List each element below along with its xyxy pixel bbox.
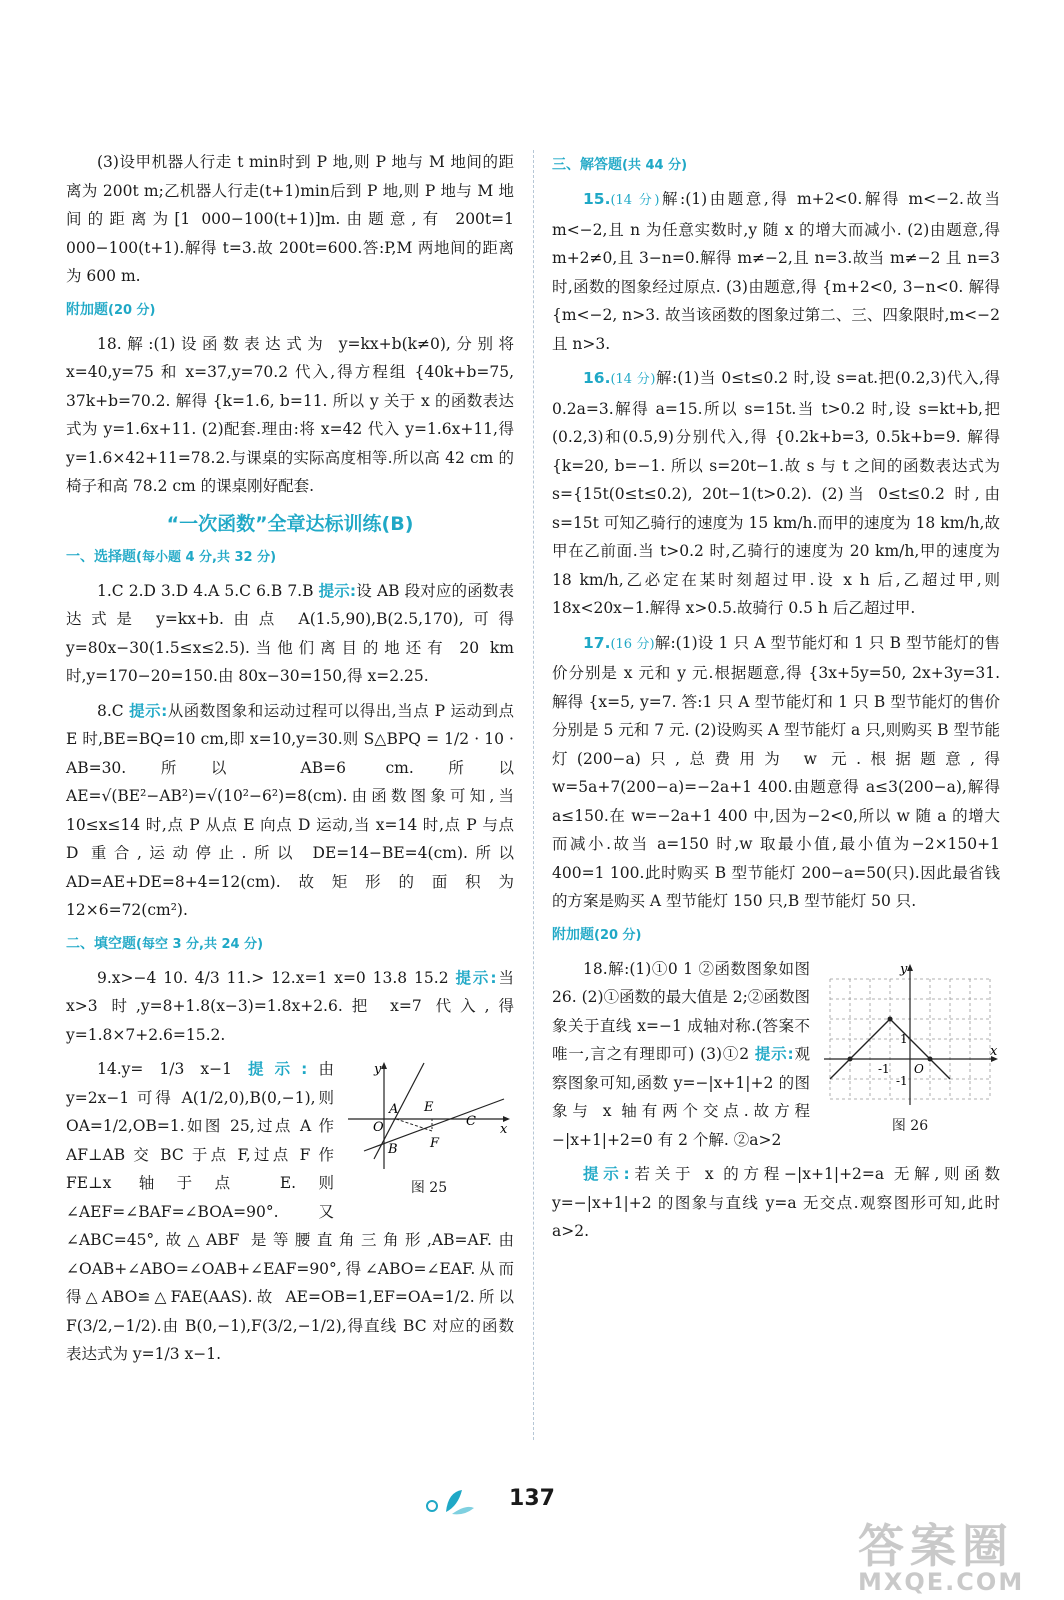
- extra-heading-left: [66, 297, 514, 324]
- section3-heading: [552, 152, 1000, 179]
- fill-answers: [66, 964, 514, 1050]
- figure-26-caption: 图 26: [891, 1117, 929, 1134]
- fig26-one-label: 1: [900, 1031, 908, 1046]
- section1-label: 一、选择题: [66, 548, 136, 565]
- fig25-y-label: y: [374, 1062, 382, 1077]
- hint-label: 提示:: [583, 1165, 630, 1183]
- q17-number: 17.: [583, 633, 611, 652]
- q17-text: 解:(1)设 1 只 A 型节能灯和 1 只 B 型节能灯的售价分别是 x 元和 y 元.根据题意,得 {3x+5y=50, 2x+3y=31. 解得 {x=5, y=7. 答:1 只 A 型节能灯和 1 只 B 型节能灯的售价分别是 5 元和 7 元. (2)设购买 A 型节能灯 a 只,则购买 B 型节能灯(200−a)只,总费用为 w 元.根据题意,得 w=5a+7(200−a)=−2a+1 400.由题意得 a≤3(200−a),解得 a≤150.在 w=−2a+1 400 中,因为−2<0,所以 w 随 a 的增大而减小.故当 a=150 时,w 取最小值,最小值为−2×150+1 400=1 100.此时购买 B 型节能灯 200−a=50(只).因此最省钱的方案是购买 A 型节能灯 150 只,B 型节能灯 50 只.: [552, 633, 1000, 910]
- section2-heading: [66, 931, 514, 958]
- fig25-A-label: A: [389, 1102, 399, 1117]
- fill-list: 9.x>−4 10. 4/3 11.> 12.x=1 x=0 13.8 15.2: [97, 968, 449, 987]
- q16-answer: [552, 364, 1000, 623]
- hint-label: 提示:: [129, 701, 168, 720]
- section1-heading: [66, 544, 514, 571]
- page-number: 137: [509, 1486, 555, 1511]
- q18-text: 18.解:(1)①0 1 ②函数图象如图 26. (2)①函数的最大值是 2;②函数图象关于直线 x=−1 成轴对称.(答案不唯一,言之有理即可) (3)①2: [552, 959, 810, 1063]
- q13-hint: 当 x>3 时,y=8+1.8(x−3)=1.8x+2.6.把 x=7 代入,得 y=1.8×7+2.6=15.2.: [66, 968, 514, 1044]
- hint-label: 提示:: [318, 581, 357, 600]
- fig26-neg1-y-label: -1: [896, 1073, 908, 1088]
- q14-result: 14.y= 1/3 x−1: [97, 1060, 232, 1078]
- fig25-F-label: F: [430, 1136, 440, 1151]
- q15-answer: [552, 185, 1000, 358]
- figure-25: [344, 1059, 514, 1197]
- figure-26-graph: [820, 959, 1000, 1109]
- fig26-neg1-label: -1: [878, 1061, 890, 1076]
- watermark: [858, 1510, 1024, 1596]
- chapter-title: “一次函数”全章达标训练(B): [166, 512, 414, 535]
- left-column: [66, 148, 514, 1375]
- extra-label: 附加题: [66, 301, 108, 318]
- q18-hint-2: [552, 1160, 1000, 1246]
- section3-points: (共 44 分): [622, 158, 688, 173]
- hint-label: 提示:: [248, 1060, 308, 1078]
- q15-text: 解:(1)由题意,得 m+2<0.解得 m<−2.故当 m<−2,且 n 为任意实数时,y 随 x 的增大而减小. (2)由题意,得 m+2≠0,且 3−n=0.解得 m≠−2,且 n=3.故当 m≠−2 且 n=3 时,函数的图象经过原点. (3)由题意,得 {m+2<0, 3−n<0. 解得 {m<−2, n>3. 故当该函数的图象过第二、三、四象限时,m<−2 且 n>3.: [552, 190, 1000, 353]
- q14-hint: 由 y=2x−1 可得 A(1/2,0),B(0,−1),则 OA=1/2,OB=1.如图 25,过点 A 作 AF⊥AB 交 BC 于点 F,过点 F 作 FE⊥x 轴于点 E.则∠AEF=∠BAF=∠BOA=90°.又∠ABC=45°,故△ABF 是等腰直角三角形,AB=AF.由∠OAB+∠ABO=∠OAB+∠EAF=90°,得∠ABO=∠EAF.从而得△ABO≌△FAE(AAS).故 AE=OB=1,EF=OA=1/2.所以 F(3/2,−1/2).由 B(0,−1),F(3/2,−1/2),得直线 BC 对应的函数表达式为 y=1/3 x−1.: [66, 1060, 514, 1363]
- figure-25-graph: [344, 1059, 514, 1171]
- q8-choice: 8.C: [97, 701, 124, 720]
- fig25-x-label: x: [500, 1122, 508, 1137]
- q16-text: 解:(1)当 0≤t≤0.2 时,设 s=at.把(0.2,3)代入,得 0.2a=3.解得 a=15.所以 s=15t.当 t>0.2 时,设 s=kt+b,把(0.2,3)和(0.5,9)分别代入,得 {0.2k+b=3, 0.5k+b=9. 解得 {k=20, b=−1. 所以 s=20t−1.故 s 与 t 之间的函数表达式为 s={15t(0≤t≤0.2), 20t−1(t>0.2). (2)当 0≤t≤0.2 时,由 s=15t 可知乙骑行的速度为 15 km/h.而甲的速度为 18 km/h,故甲在乙前面.当 t>0.2 时,乙骑行的速度为 20 km/h,甲的速度为 18 km/h,乙必定在某时刻超过甲.设 x h 后,乙超过甲,则 18x<20x−1.解得 x>0.5.故骑行 0.5 h 后乙超过甲.: [552, 369, 1000, 617]
- extra-points: (20 分): [108, 302, 156, 318]
- q17-points: (16 分): [610, 636, 655, 652]
- right-column: [552, 148, 1000, 1252]
- q1-7-list: 1.C 2.D 3.D 4.A 5.C 6.B 7.B: [97, 581, 314, 600]
- fig25-E-label: E: [424, 1100, 434, 1115]
- section3-label: 三、解答题: [552, 157, 622, 173]
- fig25-C-label: C: [466, 1114, 476, 1129]
- hint-label: 提示:: [754, 1045, 794, 1063]
- fig25-B-label: B: [388, 1142, 398, 1157]
- q1-7-answers: [66, 577, 514, 691]
- q8-hint: 从函数图象和运动过程可以得出,当点 P 运动到点 E 时,BE=BQ=10 cm,即 x=10,y=30.则 S△BPQ = 1/2 · 10 · AB=30.所以 AB=6 cm.所以 AE=√(BE²−AB²)=√(10²−6²)=8(cm).由函数图象可知,当 10≤x≤14 时,点 P 从点 E 向点 D 运动,当 x=14 时,点 P 与点 D 重合,运动停止.所以 DE=14−BE=4(cm).所以 AD=AE+DE=8+4=12(cm).故矩形的面积为 12×6=72(cm²).: [66, 701, 514, 919]
- watermark-url: MXQE.COM: [858, 1568, 1025, 1596]
- extra-points-right: (20 分): [594, 927, 642, 943]
- q8-answer: [66, 697, 514, 925]
- q18-answer-left: 18.解:(1)设函数表达式为 y=kx+b(k≠0),分别将 x=40,y=75 和 x=37,y=70.2 代入,得方程组 {40k+b=75, 37k+b=70.2. 解得 {k=1.6, b=11. 所以 y 关于 x 的函数表达式为 y=1.6x+11. (2)配套.理由:将 x=42 代入 y=1.6x+11,得 y=1.6×42+11=78.2.与课桌的实际高度相等.所以高 42 cm 的椅子和高 78.2 cm 的课桌刚好配套.: [66, 334, 514, 495]
- q16-points: (14 分): [610, 372, 656, 387]
- figure-25-caption: 图 25: [410, 1180, 448, 1196]
- column-divider: [533, 150, 534, 1440]
- section2-label: 二、填空题: [66, 935, 136, 952]
- q16-number: 16.: [583, 369, 611, 387]
- section1-points: (每小题 4 分,共 32 分): [136, 549, 277, 565]
- q17-answer: [552, 629, 1000, 916]
- fig26-y-label: y: [900, 961, 908, 977]
- extra-heading-right: [552, 922, 1000, 949]
- fig26-x-label: x: [990, 1043, 998, 1059]
- q18-hint2: 若关于 x 的方程−|x+1|+2=a 无解,则函数 y=−|x+1|+2 的图象与直线 y=a 无交点.观察图形可知,此时 a>2.: [552, 1165, 1000, 1240]
- q18-hint1: 观察图象可知,函数 y=−|x+1|+2 的图象与 x 轴有两个交点.故方程−|x+1|+2=0 有 2 个解. ②a>2: [552, 1045, 810, 1149]
- q15-number: 15.: [583, 190, 611, 208]
- section2-points: (每空 3 分,共 24 分): [136, 936, 264, 952]
- q17-part3-text: (3)设甲机器人行走 t min时到 P 地,则 P 地与 M 地间的距离为 200t m;乙机器人行走(t+1)min后到 P 地,则 P 地与 M 地间的距离为[1 000−100(t+1)]m.由题意,有 200t=1 000−100(t+1).解得 t=3.故 200t=600.答:P,M 两地间的距离为 600 m.: [66, 153, 514, 285]
- figure-26: [820, 959, 1000, 1135]
- hint-label: 提示:: [455, 968, 497, 987]
- fig25-O-label: O: [373, 1120, 384, 1135]
- extra-label-right: 附加题: [552, 926, 594, 943]
- q15-points: (14 分): [610, 193, 660, 208]
- watermark-title: 答案圈: [858, 1519, 1014, 1573]
- fig26-O-label: O: [914, 1061, 924, 1076]
- q7-hint: 设 AB 段对应的函数表达式是 y=kx+b.由点 A(1.5,90),B(2.5,170),可得 y=80x−30(1.5≤x≤2.5).当他们离目的地还有 20 km 时,y=170−20=150.由 80x−30=150,得 x=2.25.: [66, 581, 514, 685]
